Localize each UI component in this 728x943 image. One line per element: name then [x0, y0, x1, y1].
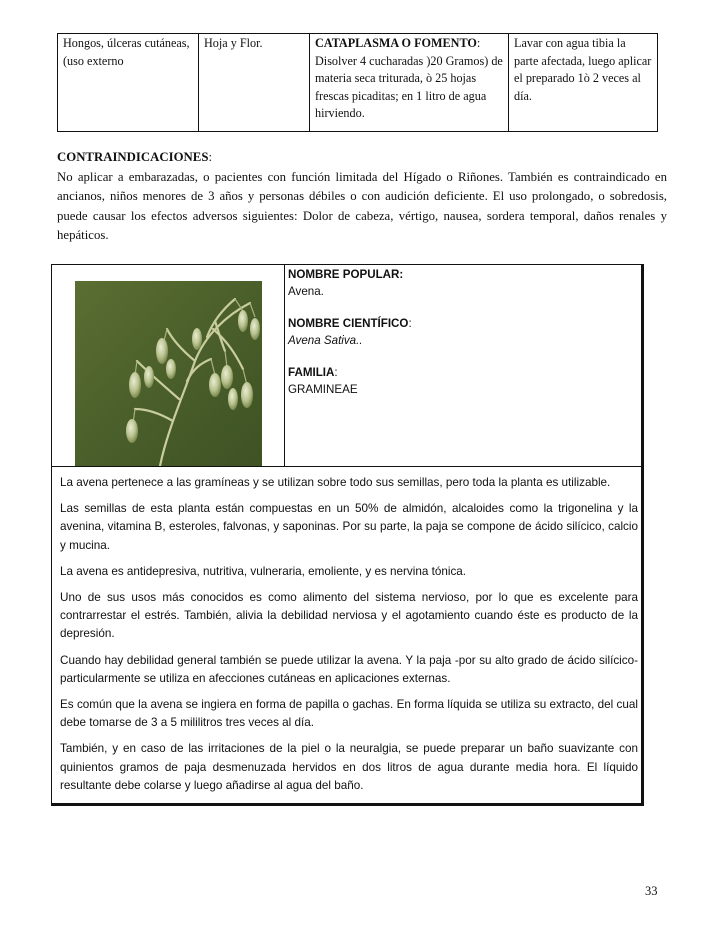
- family-label: FAMILIA: [288, 366, 335, 379]
- plant-header: [52, 265, 641, 467]
- popular-name-group: [288, 267, 648, 300]
- scientific-name-value: Avena Sativa..: [288, 333, 363, 347]
- condition-cell: Hongos, úlceras cutáneas, (uso externo: [58, 34, 199, 132]
- method-cell: [310, 34, 509, 132]
- application-cell: Lavar con agua tibia la parte afectada, luego aplicar el preparado 1ò 2 veces al día.: [509, 34, 658, 132]
- part-used-cell: Hoja y Flor.: [199, 34, 310, 132]
- method-text: : Disolver 4 cucharadas )20 Gramos) de materia seca triturada, ò 25 hojas frescas picaditas; en 1 litro de agua hirviendo.: [315, 36, 503, 120]
- family-group: [288, 365, 648, 398]
- contraindications-section: [57, 148, 667, 246]
- page-number: 33: [645, 884, 658, 898]
- plant-description: [60, 474, 638, 803]
- description-paragraph: Es común que la avena se ingiera en forma de papilla o gachas. En forma líquida se utiliza su extracto, del cual debe tomarse de 3 a 5 mililitros tres veces al día.: [60, 698, 638, 730]
- scientific-name-label: NOMBRE CIENTÍFICO: [288, 317, 409, 330]
- oat-plant-photo: [75, 281, 262, 466]
- plant-card: [51, 264, 644, 806]
- description-paragraph: La avena es antidepresiva, nutritiva, vulneraria, emoliente, y es nervina tónica.: [60, 564, 467, 578]
- scientific-name-colon: :: [408, 317, 412, 330]
- method-title: CATAPLASMA O FOMENTO: [315, 36, 477, 50]
- contraindications-heading: CONTRAINDICACIONES: [57, 150, 209, 164]
- description-paragraph: Las semillas de esta planta están compuestas en un 50% de almidón, alcaloides como la trigonelina y la avenina, vitamina B, esteroles, falvonas, y saponinas. Por su parte, la paja se compone de ácido silícico, calcio y mucina.: [60, 502, 638, 552]
- description-paragraph: También, y en caso de las irritaciones de la piel o la neuralgia, se puede preparar un baño suavizante con quinientos gramos de paja desmenuzada hervidos en dos litros de agua durante media hora. El líquido resultante debe colarse y luego añadirse al agua del baño.: [60, 742, 638, 792]
- scientific-name-group: [288, 316, 648, 349]
- contraindications-colon: :: [208, 150, 213, 164]
- usage-table: [57, 33, 658, 132]
- plant-info: [288, 267, 648, 414]
- table-row: [58, 34, 658, 132]
- description-paragraph: La avena pertenece a las gramíneas y se utilizan sobre todo sus semillas, pero toda la planta es utilizable.: [60, 476, 611, 489]
- description-paragraph: Uno de sus usos más conocidos es como alimento del sistema nervioso, por lo que es excelente para contrarrestar el estrés. También, alivia la debilidad nerviosa y el agotamiento cuando éste es producto de la depresión.: [60, 591, 638, 641]
- popular-name-label: NOMBRE POPULAR:: [288, 268, 404, 281]
- contraindications-text: No aplicar a embarazadas, o pacientes con función limitada del Hígado o Riñones. También es contraindicado en ancianos, niños menores de 3 años y personas débiles o con audición deficiente. El uso prolongado, o sobredosis, puede causar los efectos adversos siguientes: Dolor de cabeza, vértigo, nausea, sordera temporal, daños renales y hepáticos.: [57, 169, 667, 242]
- description-paragraph: Cuando hay debilidad general también se puede utilizar la avena. Y la paja -por su alto grado de ácido silícico-particularmente se utiliza en afecciones cutáneas en aplicaciones externas.: [60, 653, 638, 685]
- plant-photo-cell: [52, 265, 285, 466]
- family-value: GRAMINEAE: [288, 382, 358, 396]
- family-colon: :: [334, 366, 338, 379]
- popular-name-value: Avena.: [288, 284, 324, 298]
